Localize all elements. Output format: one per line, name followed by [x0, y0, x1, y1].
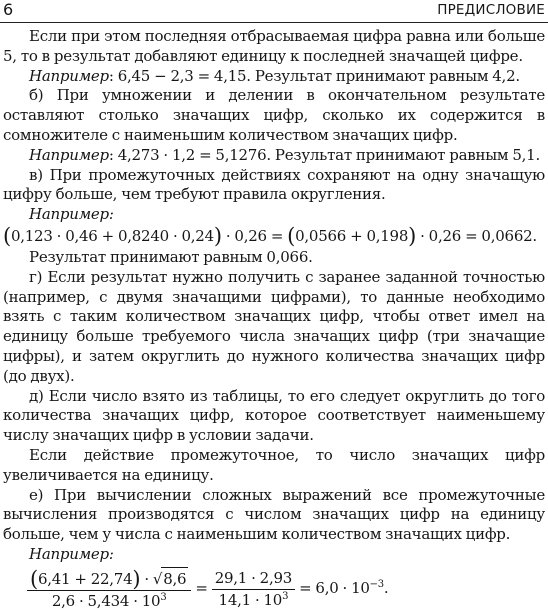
sqrt-argument: 8,6	[161, 567, 188, 590]
denominator-text: 14,1 · 10	[218, 591, 283, 610]
page-body	[3, 27, 545, 612]
paren-open: (	[3, 223, 11, 248]
equals-sign: =	[191, 578, 212, 597]
formula-inner: 0,123 · 0,46 + 0,8240 · 0,24	[10, 226, 214, 245]
formula-mult: · 0,26 =	[221, 226, 288, 245]
example-text: : 4,273 · 1,2 = 5,1276. Результат принимают равным 5,1.	[108, 145, 540, 164]
paragraph-rule-g: г) Если результат нужно получить с заранее заданной точностью (например, с двумя значащими цифрами), то данные необходимо взять с таким количеством значащих цифр, чтобы ответ имел на единицу больше требуемого числа значащих цифр (три значащие цифры), и затем округлить до нужного количества значащих цифр (до двух).	[3, 267, 545, 385]
period: .	[383, 578, 389, 597]
page-header	[0, 0, 548, 23]
fraction-numerator	[27, 567, 191, 591]
paragraph-rule-v: в) При промежуточных действиях сохраняют на одну значащую цифру больше, чем требуют правила округления.	[3, 165, 545, 204]
example-label: Например	[29, 145, 109, 164]
formula-inner: 0,0566 + 0,198	[295, 226, 409, 245]
example-text: : 6,45 − 2,3 = 4,15. Результат принимают равным 4,2.	[108, 66, 520, 85]
example-multiplication	[3, 146, 545, 166]
fraction-numerator: 29,1 · 2,93	[212, 567, 295, 590]
paren-close: )	[132, 566, 141, 591]
formula-complex	[3, 567, 545, 611]
paren-close: )	[213, 223, 222, 248]
fraction-1	[27, 567, 191, 611]
paragraph-rule-b: б) При умножении и делении в окончательном результате оставляют столько значащих цифр, сколько их содержится в сомножителе с наименьшим количеством значащих цифр.	[3, 86, 545, 144]
paragraph-rule-d: д) Если число взято из таблицы, то его следует округлить до того количества значащих цифр, которое соответствует наименьшему числу значащих цифр в условии задачи.	[3, 386, 545, 445]
paren-open: (	[287, 223, 296, 248]
chapter-title: ПРЕДИСЛОВИЕ	[437, 2, 545, 18]
paren-close: )	[408, 223, 417, 248]
result-text: = 6,0 · 10	[295, 578, 370, 597]
exponent: 3	[160, 591, 167, 603]
paragraph-rounding-rule: Если при этом последняя отбрасываемая цифра равна или больше 5, то в результат добавляют единицу к последней значащей цифре.	[3, 27, 545, 65]
sqrt-icon: √	[152, 569, 163, 588]
exponent: −3	[369, 578, 384, 590]
paragraph-intermediate: Если действие промежуточное, то число значащих цифр увеличивается на единицу.	[3, 445, 545, 484]
example-subtraction	[3, 67, 545, 87]
formula-intermediate	[3, 223, 545, 248]
denominator-text: 2,6 · 5,434 · 10	[51, 591, 161, 610]
example-label-block: Например:	[29, 205, 114, 224]
paren-open: (	[30, 566, 38, 591]
fraction-denominator	[27, 591, 191, 611]
fraction-denominator	[212, 590, 295, 610]
mult-dot: ·	[140, 569, 153, 588]
example-label: Например	[29, 66, 109, 85]
numerator-inner: 6,41 + 22,74	[37, 569, 133, 588]
exponent: 3	[282, 591, 289, 603]
paragraph-result: Результат принимают равным 0,066.	[29, 247, 313, 266]
example-label-block: Например:	[29, 544, 114, 563]
page-number: 6	[3, 0, 14, 19]
formula-result: · 0,26 = 0,0662.	[416, 226, 537, 245]
paragraph-rule-e: е) При вычислении сложных выражений все промежуточные вычисления производятся с числом значащих цифр на единицу больше, чем у числа с наименьшим количеством значащих цифр.	[3, 485, 545, 544]
fraction-2	[212, 567, 295, 610]
